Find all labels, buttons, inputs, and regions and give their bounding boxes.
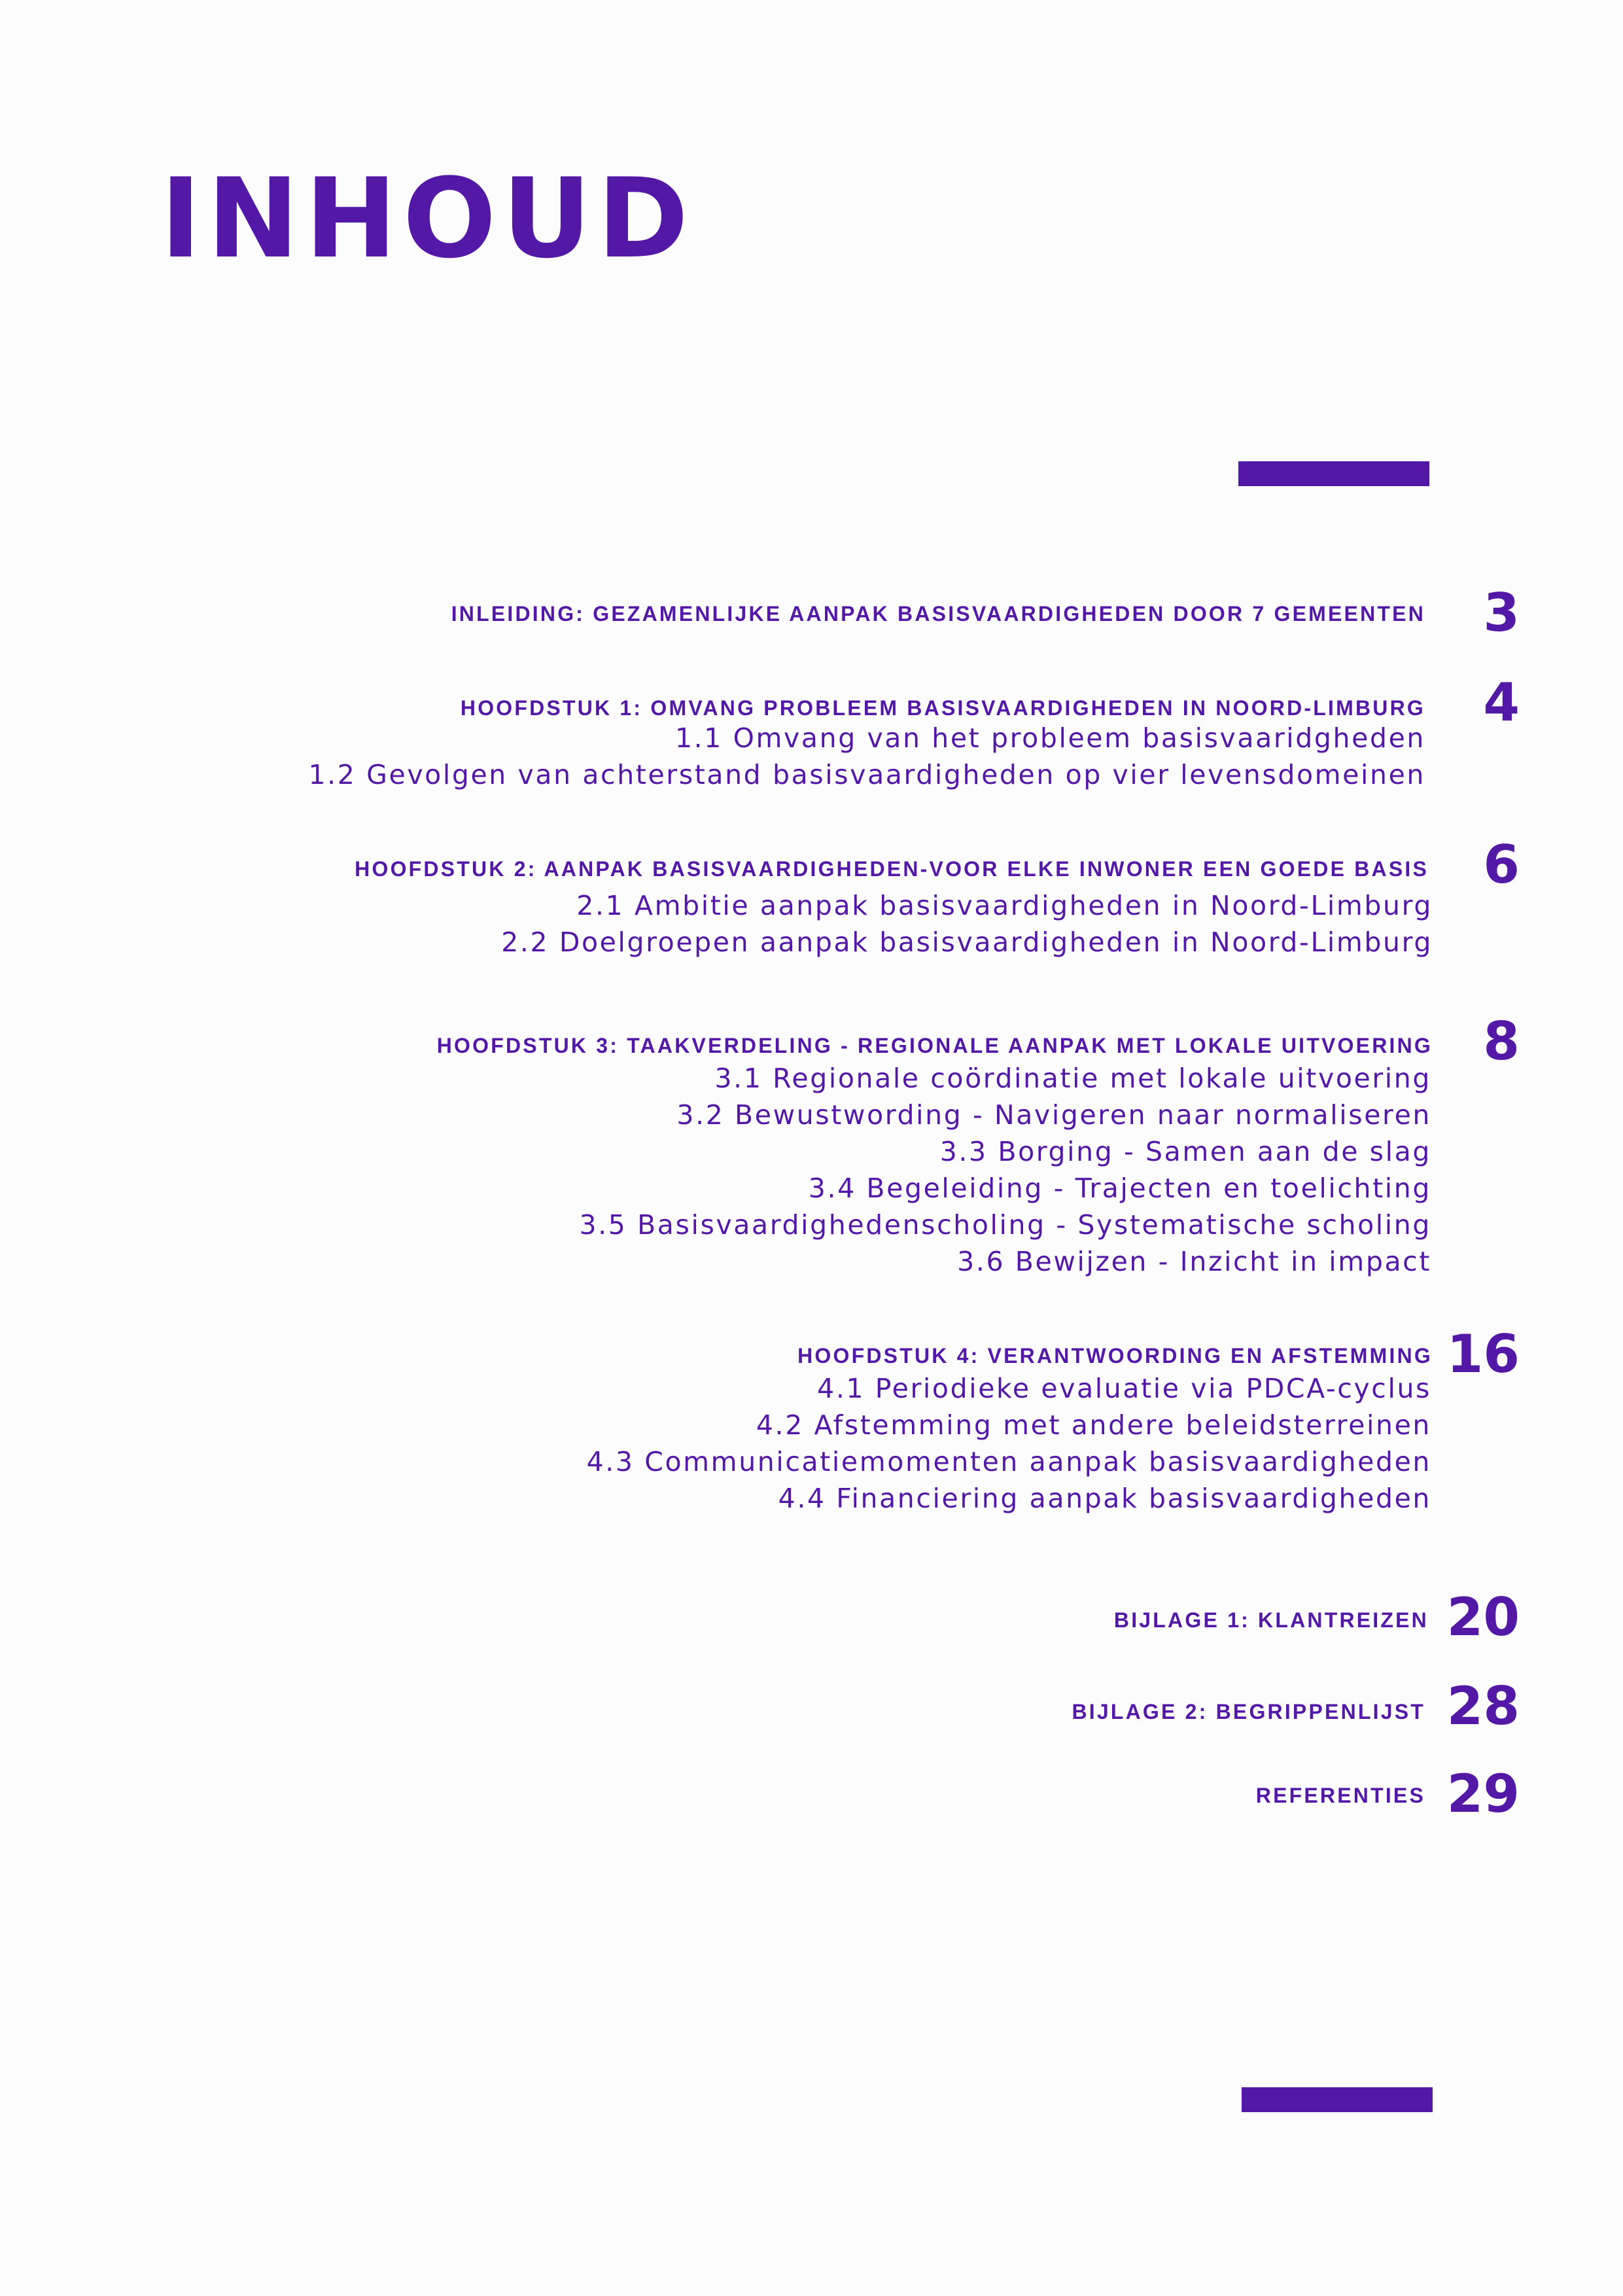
toc-heading: HOOFDSTUK 1: OMVANG PROBLEEM BASISVAARDIGHEDEN IN NOORD-LIMBURG [460, 696, 1425, 720]
bottom-accent-bar [1242, 2087, 1433, 2112]
toc-subentry[interactable]: 2.2 Doelgroepen aanpak basisvaardigheden in Noord-Limburg [501, 927, 1433, 958]
toc-heading: BIJLAGE 1: KLANTREIZEN [1113, 1608, 1429, 1632]
toc-page-number: 8 [1483, 1011, 1520, 1072]
toc-subentry[interactable]: 4.1 Periodieke evaluatie via PDCA-cyclus [817, 1373, 1431, 1404]
toc-subentry[interactable]: 4.4 Financiering aanpak basisvaardigheden [778, 1483, 1431, 1514]
toc-subentry[interactable]: 1.1 Omvang van het probleem basisvaaridgheden [674, 722, 1425, 754]
toc-subentry[interactable]: 3.4 Begeleiding - Trajecten en toelichting [808, 1173, 1431, 1204]
toc-page-number: 4 [1483, 672, 1520, 733]
toc-heading: BIJLAGE 2: BEGRIPPENLIJST [1072, 1700, 1425, 1723]
toc-subentry[interactable]: 3.3 Borging - Samen aan de slag [939, 1136, 1431, 1167]
toc-subentry[interactable]: 4.2 Afstemming met andere beleidsterreinen [756, 1409, 1431, 1441]
toc-page-number: 29 [1446, 1763, 1520, 1824]
toc-heading: HOOFDSTUK 3: TAAKVERDELING - REGIONALE AANPAK MET LOKALE UITVOERING [436, 1034, 1433, 1057]
toc-subentry[interactable]: 1.2 Gevolgen van achterstand basisvaardigheden op vier levensdomeinen [308, 759, 1425, 790]
toc-subentry[interactable]: 3.6 Bewijzen - Inzicht in impact [957, 1246, 1431, 1277]
top-accent-bar [1238, 461, 1429, 486]
toc-page-number: 6 [1483, 834, 1520, 895]
toc-subentry[interactable]: 4.3 Communicatiemomenten aanpak basisvaardigheden [586, 1446, 1431, 1477]
toc-page-number: 28 [1446, 1676, 1520, 1737]
toc-page-number: 16 [1446, 1324, 1520, 1385]
toc-subentry[interactable]: 3.2 Bewustwording - Navigeren naar normaliseren [676, 1099, 1431, 1131]
toc-page-number: 3 [1483, 582, 1520, 643]
toc-subentry[interactable]: 2.1 Ambitie aanpak basisvaardigheden in Noord-Limburg [576, 890, 1433, 921]
toc-heading: REFERENTIES [1255, 1784, 1425, 1807]
toc-subentry[interactable]: 3.1 Regionale coördinatie met lokale uitvoering [714, 1063, 1431, 1094]
page-title: INHOUD [160, 154, 695, 283]
toc-heading: INLEIDING: GEZAMENLIJKE AANPAK BASISVAARDIGHEDEN DOOR 7 GEMEENTEN [451, 602, 1425, 626]
toc-subentry[interactable]: 3.5 Basisvaardighedenscholing - Systematische scholing [579, 1209, 1431, 1241]
toc-heading: HOOFDSTUK 2: AANPAK BASISVAARDIGHEDEN-VOOR ELKE INWONER EEN GOEDE BASIS [355, 857, 1429, 881]
toc-heading: HOOFDSTUK 4: VERANTWOORDING EN AFSTEMMING [797, 1344, 1433, 1368]
toc-page-number: 20 [1446, 1587, 1520, 1648]
